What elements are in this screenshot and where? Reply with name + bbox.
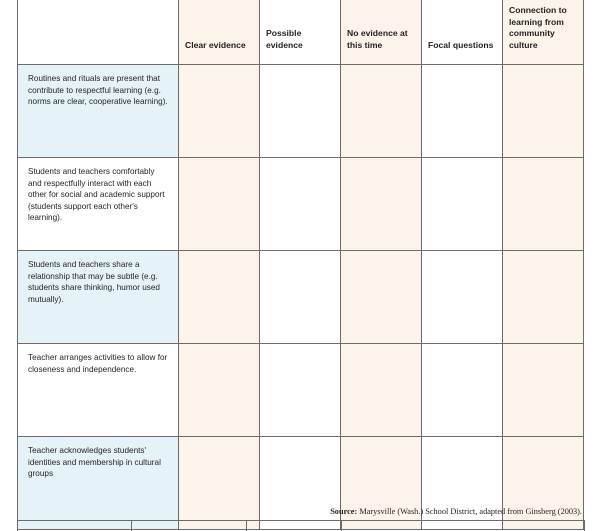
cell-clear-evidence — [179, 251, 260, 344]
cell-connection — [503, 158, 584, 251]
table-row — [18, 344, 584, 437]
header-clear-evidence: Clear evidence — [179, 0, 260, 65]
cell-possible-evidence — [260, 158, 341, 251]
header-no-evidence: No evidence at this time — [341, 0, 422, 65]
table-row — [18, 65, 584, 158]
row-criterion-label: Students and teachers comfortably and respectfully interact with each other for social and academic support (students support each other's learning). — [18, 158, 179, 251]
source-label: Source: — [330, 507, 358, 516]
cell-focal-questions — [422, 158, 503, 251]
cell-clear-evidence — [179, 65, 260, 158]
next-table-cell — [247, 521, 342, 531]
observation-rubric-table — [17, 0, 584, 530]
next-table-cell — [132, 521, 247, 531]
header-focal-questions: Focal questions — [422, 0, 503, 65]
cell-connection — [503, 344, 584, 437]
cell-focal-questions — [422, 344, 503, 437]
cell-clear-evidence — [179, 344, 260, 437]
row-criterion-label: Teacher acknowledges students' identities and membership in cultural groups — [18, 437, 179, 530]
cell-clear-evidence — [179, 158, 260, 251]
cell-no-evidence — [341, 158, 422, 251]
cell-focal-questions — [422, 65, 503, 158]
source-citation — [330, 507, 582, 516]
header-criteria — [18, 0, 179, 65]
cell-possible-evidence — [260, 437, 341, 530]
next-table-cell — [18, 521, 132, 531]
header-possible-evidence: Possible evidence — [260, 0, 341, 65]
table-row — [18, 251, 584, 344]
cell-possible-evidence — [260, 344, 341, 437]
row-criterion-label: Students and teachers share a relationship that may be subtle (e.g. students share thinking, humor used mutually). — [18, 251, 179, 344]
table-row — [18, 158, 584, 251]
cell-focal-questions — [422, 251, 503, 344]
cell-no-evidence — [341, 344, 422, 437]
header-row — [18, 0, 584, 65]
cell-possible-evidence — [260, 251, 341, 344]
row-criterion-label: Teacher arranges activities to allow for closeness and independence. — [18, 344, 179, 437]
header-connection-to-culture: Connection to learning from community culture — [503, 0, 584, 65]
source-text: Marysville (Wash.) School District, adapted from Ginsberg (2003). — [359, 507, 582, 516]
cell-connection — [503, 251, 584, 344]
cell-clear-evidence — [179, 437, 260, 530]
cell-no-evidence — [341, 251, 422, 344]
row-criterion-label: Routines and rituals are present that contribute to respectful learning (e.g. norms are clear, cooperative learning). — [18, 65, 179, 158]
next-table-cell — [342, 521, 584, 531]
cell-connection — [503, 65, 584, 158]
cell-no-evidence — [341, 65, 422, 158]
cell-possible-evidence — [260, 65, 341, 158]
